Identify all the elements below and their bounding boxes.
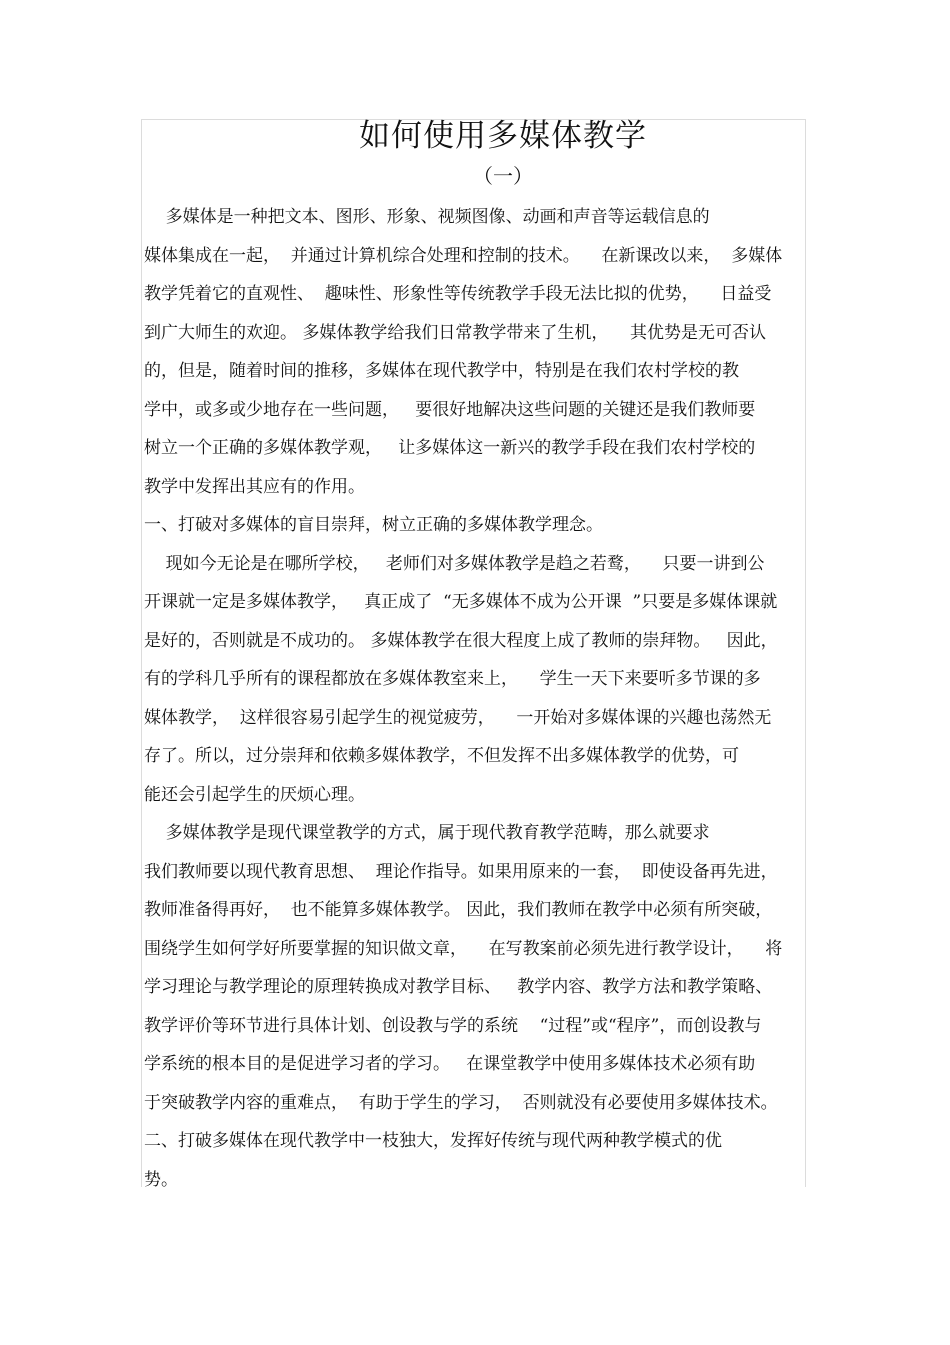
- paragraph-line: 是好的，否则就是不成功的。 多媒体教学在很大程度上成了教师的崇拜物。 因此，: [144, 630, 778, 651]
- paragraph-line: 到广大师生的欢迎。 多媒体教学给我们日常教学带来了生机， 其优势是无可否认: [144, 322, 767, 343]
- paragraph-line: 开课就一定是多媒体教学， 真正成了 “无多媒体不成为公开课 ”只要是多媒体课就: [144, 592, 778, 612]
- paragraph-line: 教学凭着它的直观性、 趣味性、形象性等传统教学手段无法比拟的优势， 日益受: [144, 284, 772, 304]
- paragraph-line: 我们教师要以现代教育思想、 理论作指导。如果用原来的一套， 即使设备再先进，: [144, 861, 778, 882]
- paragraph-line: 媒体教学， 这样很容易引起学生的视觉疲劳， 一开始对多媒体课的兴趣也荡然无: [144, 707, 772, 728]
- paragraph-line: 教学评价等环节进行具体计划、创设教与学的系统 “过程”或“程序”，而创设教与: [144, 1015, 762, 1036]
- paragraph-line: 教师准备得再好， 也不能算多媒体教学。 因此，我们教师在教学中必须有所突破，: [144, 900, 773, 920]
- paragraph-line: 教学中发挥出其应有的作用。: [144, 476, 365, 497]
- paragraph-line: 于突破教学内容的重难点， 有助于学生的学习， 否则就没有必要使用多媒体技术。: [144, 1092, 778, 1113]
- paragraph-line: 围绕学生如何学好所要掌握的知识做文章， 在写教案前必须先进行教学设计， 将: [144, 938, 783, 959]
- paragraph-line: 学中，或多或少地存在一些问题， 要很好地解决这些问题的关键还是我们教师要: [144, 399, 756, 420]
- paragraph-line: 有的学科几乎所有的课程都放在多媒体教室来上， 学生一天下来要听多节课的多: [144, 669, 761, 689]
- paragraph-line: 势。: [144, 1169, 178, 1190]
- paragraph-line: 存了。所以，过分崇拜和依赖多媒体教学，不但发挥不出多媒体教学的优势，可: [144, 746, 739, 766]
- paragraph-line: 树立一个正确的多媒体教学观， 让多媒体这一新兴的教学手段在我们农村学校的: [144, 438, 756, 458]
- paragraph-line: 多媒体是一种把文本、图形、形象、视频图像、动画和声音等运载信息的: [144, 207, 710, 227]
- paragraph-line: 多媒体教学是现代课堂教学的方式，属于现代教育教学范畴，那么就要求: [144, 823, 710, 843]
- paragraph-line: 学系统的根本目的是促进学习者的学习。 在课堂教学中使用多媒体技术必须有助: [144, 1054, 756, 1074]
- paragraph-line: 一、打破对多媒体的盲目崇拜，树立正确的多媒体教学理念。: [144, 515, 603, 535]
- paragraph-line: 二、打破多媒体在现代教学中一枝独大，发挥好传统与现代两种教学模式的优: [144, 1131, 722, 1151]
- paragraph-line: 能还会引起学生的厌烦心理。: [144, 784, 365, 805]
- paragraph-line: 现如今无论是在哪所学校， 老师们对多媒体教学是趋之若鹜， 只要一讲到公: [144, 553, 765, 574]
- document-subtitle: （一）: [473, 164, 533, 188]
- paragraph-line: 学习理论与教学理论的原理转换成对教学目标、 教学内容、教学方法和教学策略、: [144, 977, 773, 997]
- paragraph-line: 媒体集成在一起， 并通过计算机综合处理和控制的技术。 在新课改以来， 多媒体: [144, 245, 783, 266]
- paragraph-line: 的，但是，随着时间的推移，多媒体在现代教学中，特别是在我们农村学校的教: [144, 361, 739, 381]
- document-title: 如何使用多媒体教学: [359, 118, 647, 154]
